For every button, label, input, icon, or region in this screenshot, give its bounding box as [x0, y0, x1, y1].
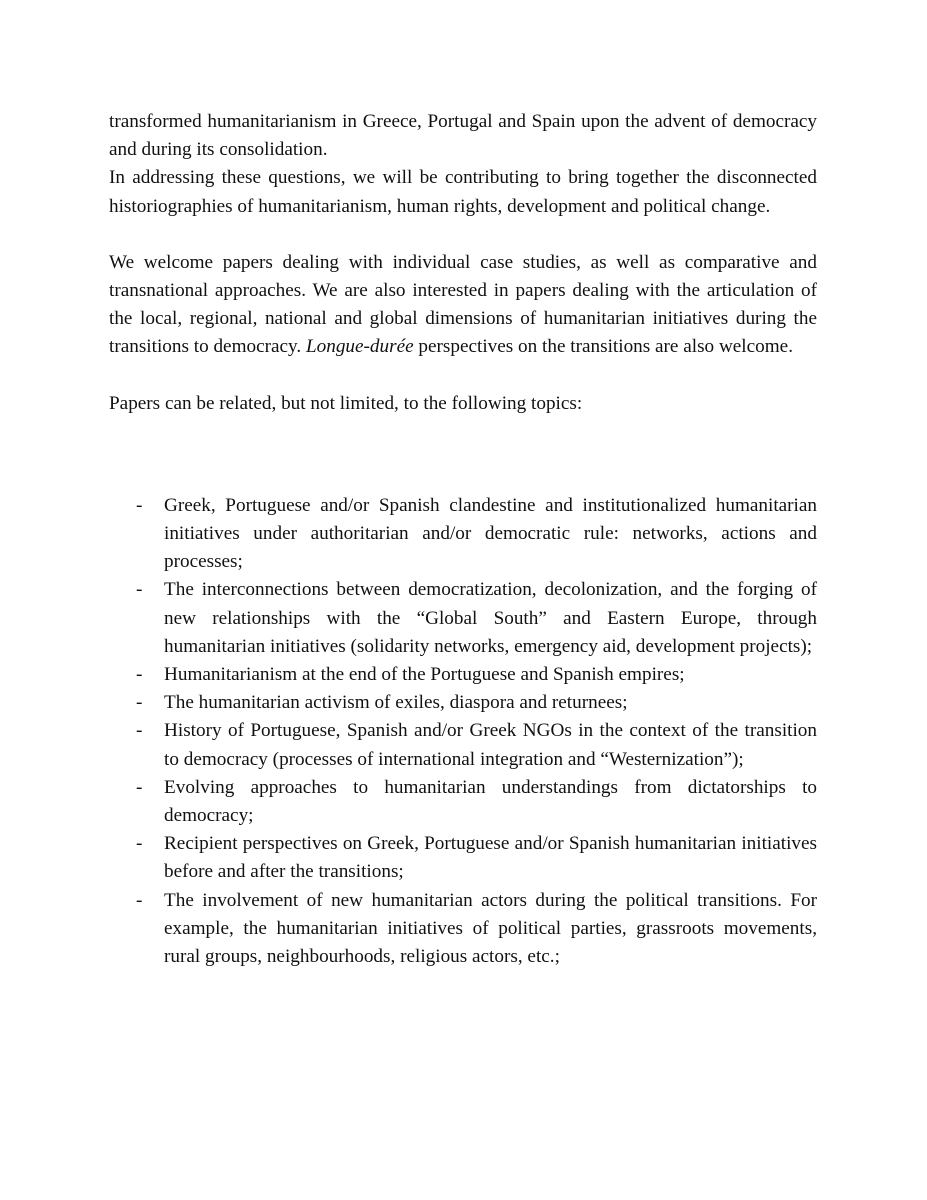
- topic-text: The humanitarian activism of exiles, diaspora and returnees;: [164, 692, 628, 714]
- bullet-dash: -: [136, 664, 143, 686]
- topic-item: [109, 576, 817, 661]
- paragraph-spacer: [109, 362, 817, 390]
- topic-text: Greek, Portuguese and/or Spanish clandestine and institutionalized humanitarian initiatives under authoritarian and/or democratic rule: networks, actions and processes;: [164, 494, 817, 573]
- topics-intro: Papers can be related, but not limited, to the following topics:: [109, 392, 583, 414]
- topic-text: The interconnections between democratization, decolonization, and the forging of new relationships with the “Global South” and Eastern Europe, through humanitarian initiatives (solidarity networks, emergency aid, development projects);: [164, 579, 817, 657]
- bullet-dash: -: [136, 833, 143, 855]
- paragraph-1: transformed humanitarianism in Greece, Portugal and Spain upon the advent of democracy and during its consolidation.: [109, 111, 817, 161]
- topic-item: [109, 661, 817, 689]
- bullet-dash: -: [136, 692, 143, 714]
- topic-text: History of Portuguese, Spanish and/or Greek NGOs in the context of the transition to democracy (processes of international integration and “Westernization”);: [164, 720, 817, 770]
- bullet-dash: -: [136, 720, 143, 742]
- paragraph-3: [109, 249, 817, 362]
- topic-item: [109, 492, 817, 577]
- topic-item: [109, 689, 817, 717]
- document-page: [109, 108, 817, 971]
- paragraph-3-text: We welcome papers dealing with individual case studies, as well as comparative and transnational approaches. We are also interested in papers dealing with the articulation of the local, regional, national and global dimensions of humanitarian initiatives during the transitions to democracy.: [109, 251, 817, 358]
- paragraph-spacer: [109, 221, 817, 249]
- bullet-dash: -: [136, 889, 143, 911]
- topic-text: The involvement of new humanitarian actors during the political transitions. For example, the humanitarian initiatives of political parties, grassroots movements, rural groups, neighbourhoods, religious actors, etc.;: [164, 889, 817, 968]
- paragraph-3-text-end: perspectives on the transitions are also welcome.: [413, 336, 793, 358]
- topic-item: [109, 830, 817, 886]
- paragraph-3-italic: Longue-durée: [305, 336, 414, 358]
- topics-list: [109, 492, 817, 971]
- paragraph-2: In addressing these questions, we will be contributing to bring together the disconnected historiographies of humanitarianism, human rights, development and political change.: [109, 167, 817, 217]
- topic-text: Recipient perspectives on Greek, Portuguese and/or Spanish humanitarian initiatives before and after the transitions;: [164, 833, 817, 883]
- topic-item: [109, 887, 817, 972]
- bullet-dash: -: [136, 494, 143, 516]
- topic-text: Humanitarianism at the end of the Portuguese and Spanish empires;: [164, 664, 685, 686]
- topic-item: [109, 774, 817, 830]
- bullet-dash: -: [136, 776, 143, 798]
- topic-item: [109, 717, 817, 773]
- topic-text: Evolving approaches to humanitarian understandings from dictatorships to democracy;: [164, 776, 817, 827]
- bullet-dash: -: [136, 579, 143, 601]
- paragraph-spacer: [109, 418, 817, 474]
